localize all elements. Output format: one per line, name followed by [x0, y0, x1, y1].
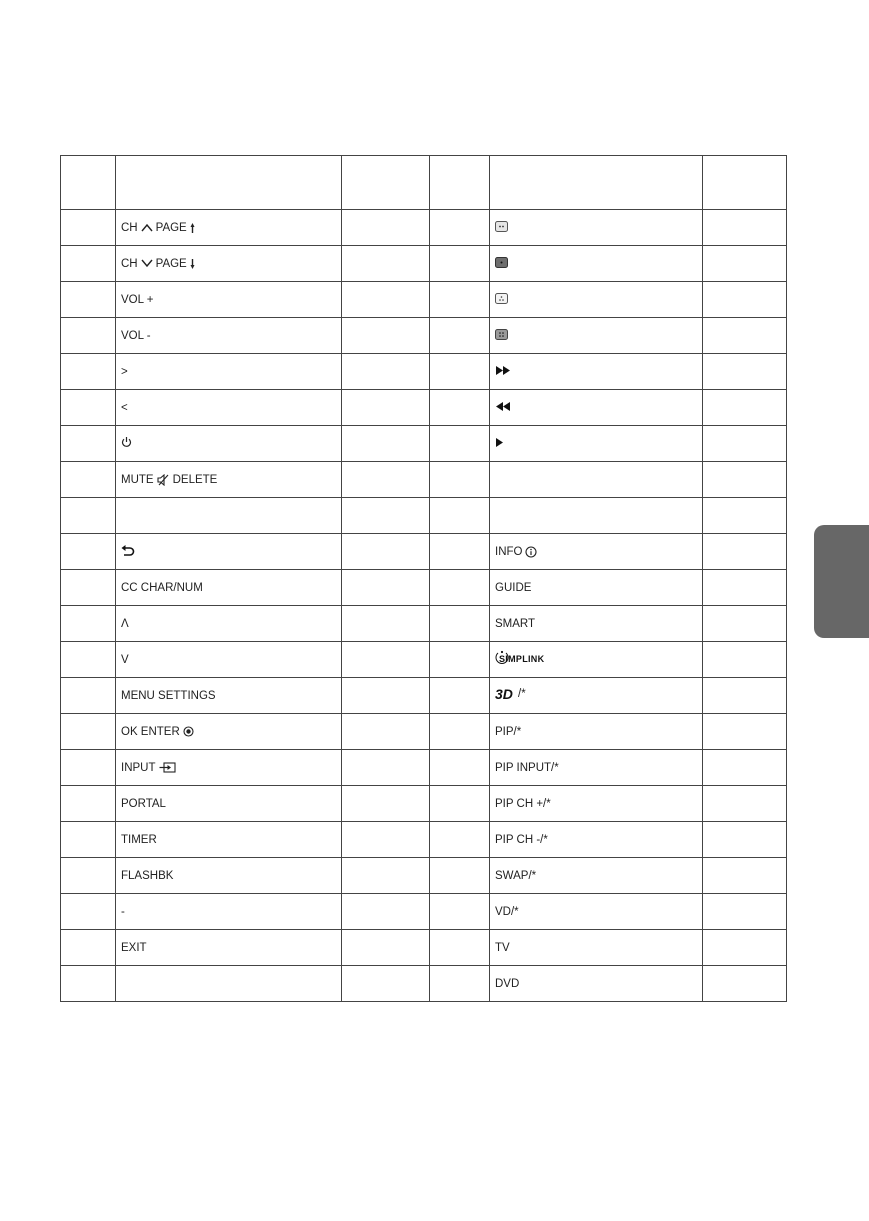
key-cell: [116, 966, 342, 1002]
code-cell: [342, 858, 430, 894]
table-row: [61, 642, 787, 678]
info-icon: [525, 546, 537, 558]
key-cell: [490, 390, 703, 426]
key-cell: [490, 534, 703, 570]
code-cell: [430, 822, 490, 858]
ch-up-icon: [141, 223, 153, 232]
code-cell: [342, 390, 430, 426]
key-cell: VOL -: [116, 318, 342, 354]
key-cell: DVD: [490, 966, 703, 1002]
code-cell: [342, 462, 430, 498]
code-cell: [61, 210, 116, 246]
code-cell: [61, 498, 116, 534]
code-cell: [342, 642, 430, 678]
code-cell: [61, 282, 116, 318]
key-cell: VD/*: [490, 894, 703, 930]
code-cell: [703, 354, 787, 390]
code-cell: [430, 570, 490, 606]
code-cell: [430, 462, 490, 498]
code-cell: [61, 930, 116, 966]
key-cell: TV: [490, 930, 703, 966]
code-cell: [703, 318, 787, 354]
code-cell: [703, 606, 787, 642]
table-row: [61, 426, 787, 462]
key-cell: PORTAL: [116, 786, 342, 822]
page-down-icon: [190, 258, 195, 270]
3d-logo-icon: [495, 687, 515, 701]
table-row: [61, 498, 787, 534]
key-cell: [116, 750, 342, 786]
key-cell: FLASHBK: [116, 858, 342, 894]
key-cell: [490, 210, 703, 246]
code-cell: [703, 894, 787, 930]
key-label-secondary: DELETE: [172, 473, 218, 486]
code-cell: [430, 318, 490, 354]
code-cell: [430, 930, 490, 966]
code-cell: [342, 786, 430, 822]
code-cell: [703, 282, 787, 318]
header-cell: [430, 156, 490, 210]
table-row: [61, 354, 787, 390]
key-label: OK ENTER: [121, 725, 180, 738]
key-cell: [490, 498, 703, 534]
code-cell: [342, 426, 430, 462]
code-cell: [342, 318, 430, 354]
code-cell: [703, 930, 787, 966]
key-cell: [490, 318, 703, 354]
code-cell: [430, 714, 490, 750]
table-row: [61, 786, 787, 822]
code-cell: [703, 498, 787, 534]
key-cell: PIP CH -/*: [490, 822, 703, 858]
table-row: [61, 318, 787, 354]
yellow-button-icon: [495, 293, 508, 304]
green-button-icon: [495, 257, 508, 268]
code-cell: [61, 966, 116, 1002]
code-cell: [430, 966, 490, 1002]
table-row: [61, 462, 787, 498]
power-icon: [121, 436, 132, 448]
code-cell: [61, 426, 116, 462]
table-row: [61, 570, 787, 606]
table-row: [61, 894, 787, 930]
key-cell: MENU SETTINGS: [116, 678, 342, 714]
rewind-icon: [495, 401, 511, 412]
blue-button-icon: [495, 329, 508, 340]
code-cell: [703, 390, 787, 426]
code-cell: [342, 714, 430, 750]
key-cell: PIP INPUT/*: [490, 750, 703, 786]
key-cell: [116, 462, 342, 498]
code-cell: [703, 786, 787, 822]
code-cell: [342, 930, 430, 966]
code-cell: [430, 246, 490, 282]
code-cell: [61, 318, 116, 354]
play-icon: [495, 437, 504, 448]
code-cell: [703, 750, 787, 786]
key-cell: V: [116, 642, 342, 678]
code-cell: [342, 606, 430, 642]
code-cell: [430, 750, 490, 786]
table-row: [61, 714, 787, 750]
code-cell: [430, 606, 490, 642]
key-label-secondary: PAGE: [155, 221, 187, 234]
code-cell: [61, 606, 116, 642]
red-button-icon: [495, 221, 508, 232]
code-cell: [430, 534, 490, 570]
table-row: [61, 534, 787, 570]
code-cell: [61, 570, 116, 606]
table-row: [61, 966, 787, 1002]
code-cell: [430, 786, 490, 822]
key-cell: [116, 498, 342, 534]
header-cell: [116, 156, 342, 210]
input-icon: [159, 762, 177, 773]
code-cell: [61, 858, 116, 894]
key-cell: EXIT: [116, 930, 342, 966]
ch-down-icon: [141, 259, 153, 268]
simplink-logo-icon: [495, 650, 563, 666]
code-cell: [61, 786, 116, 822]
code-cell: [61, 354, 116, 390]
key-label: MUTE: [121, 473, 154, 486]
code-cell: [61, 714, 116, 750]
table-row: [61, 246, 787, 282]
header-cell: [490, 156, 703, 210]
code-cell: [342, 282, 430, 318]
key-cell: TIMER: [116, 822, 342, 858]
table-row: [61, 750, 787, 786]
key-cell: [116, 426, 342, 462]
code-cell: [430, 858, 490, 894]
code-cell: [703, 822, 787, 858]
code-cell: [703, 858, 787, 894]
key-cell: SMART: [490, 606, 703, 642]
table-row: [61, 858, 787, 894]
key-cell: SWAP/*: [490, 858, 703, 894]
code-cell: [703, 534, 787, 570]
back-icon: [121, 544, 135, 556]
key-label: INFO: [495, 545, 523, 558]
fast-forward-icon: [495, 365, 511, 376]
code-cell: [703, 246, 787, 282]
header-cell: [342, 156, 430, 210]
code-cell: [703, 678, 787, 714]
key-cell: PIP CH +/*: [490, 786, 703, 822]
code-cell: [430, 390, 490, 426]
key-label: /*: [518, 688, 526, 700]
code-cell: [61, 894, 116, 930]
code-cell: [61, 246, 116, 282]
code-cell: [703, 966, 787, 1002]
code-cell: [703, 462, 787, 498]
key-cell: >: [116, 354, 342, 390]
svg-text:SIMPLINK: SIMPLINK: [499, 654, 545, 665]
svg-text:3D: 3D: [495, 687, 513, 701]
mute-icon: [157, 474, 170, 486]
key-label: CH: [121, 221, 138, 234]
code-cell: [430, 894, 490, 930]
remote-codes-table: [60, 155, 787, 1002]
code-cell: [342, 750, 430, 786]
code-cell: [342, 822, 430, 858]
key-cell: [490, 282, 703, 318]
ok-target-icon: [183, 726, 194, 737]
code-cell: [430, 354, 490, 390]
table-row: [61, 210, 787, 246]
table-row: [61, 390, 787, 426]
table-row: [61, 678, 787, 714]
page-up-icon: [190, 222, 195, 234]
key-label: CH: [121, 257, 138, 270]
code-cell: [430, 426, 490, 462]
code-cell: [703, 426, 787, 462]
code-cell: [342, 894, 430, 930]
key-cell: VOL +: [116, 282, 342, 318]
code-cell: [61, 462, 116, 498]
table-row: [61, 606, 787, 642]
key-cell: [490, 678, 703, 714]
key-cell: [490, 642, 703, 678]
code-cell: [342, 570, 430, 606]
header-cell: [703, 156, 787, 210]
code-cell: [342, 534, 430, 570]
code-cell: [61, 534, 116, 570]
code-cell: [430, 210, 490, 246]
code-cell: [342, 246, 430, 282]
table-header-row: [61, 156, 787, 210]
code-cell: [430, 678, 490, 714]
code-cell: [61, 390, 116, 426]
key-label: INPUT: [121, 761, 156, 774]
code-cell: [61, 642, 116, 678]
key-cell: PIP/*: [490, 714, 703, 750]
code-cell: [342, 210, 430, 246]
code-cell: [342, 966, 430, 1002]
key-label-secondary: PAGE: [155, 257, 187, 270]
code-cell: [61, 678, 116, 714]
section-side-tab: [814, 525, 869, 638]
key-cell: [490, 246, 703, 282]
key-cell: CC CHAR/NUM: [116, 570, 342, 606]
code-cell: [430, 282, 490, 318]
key-cell: Λ: [116, 606, 342, 642]
table-row: [61, 930, 787, 966]
code-cell: [703, 714, 787, 750]
key-cell: [490, 354, 703, 390]
key-cell: [116, 714, 342, 750]
code-cell: [342, 354, 430, 390]
key-cell: [490, 462, 703, 498]
code-cell: [430, 498, 490, 534]
code-cell: [342, 678, 430, 714]
code-cell: [61, 822, 116, 858]
table-row: [61, 822, 787, 858]
key-cell: -: [116, 894, 342, 930]
code-cell: [703, 570, 787, 606]
code-cell: [61, 750, 116, 786]
key-cell: [490, 426, 703, 462]
key-cell: [116, 246, 342, 282]
header-cell: [61, 156, 116, 210]
code-cell: [703, 210, 787, 246]
key-cell: GUIDE: [490, 570, 703, 606]
key-cell: [116, 210, 342, 246]
key-cell: <: [116, 390, 342, 426]
code-cell: [703, 642, 787, 678]
code-cell: [342, 498, 430, 534]
key-cell: [116, 534, 342, 570]
table-row: [61, 282, 787, 318]
code-cell: [430, 642, 490, 678]
